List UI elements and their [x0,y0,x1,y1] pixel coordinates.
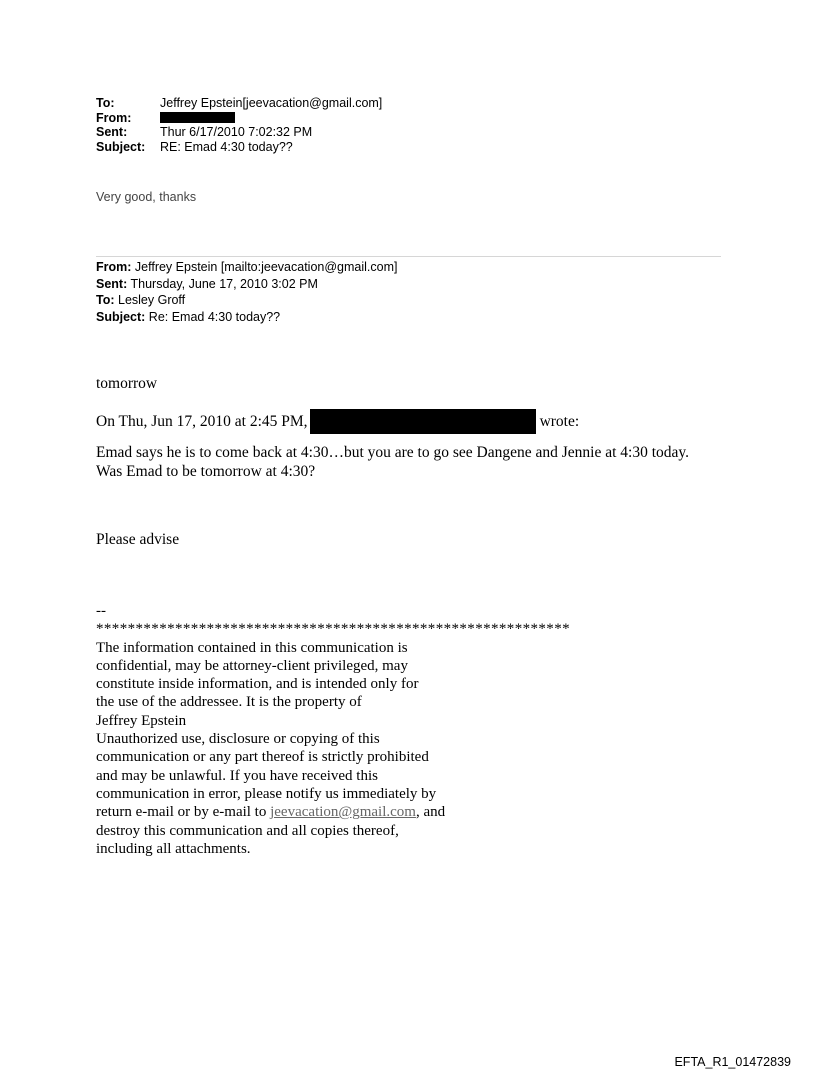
disclaimer-line: communication in error, please notify us immediately by [96,785,437,802]
disclaimer-line: and may be unlawful. If you have received this [96,767,378,784]
from-redaction [160,112,235,123]
quoted-to-label: To: [96,293,115,307]
email-link[interactable]: jeevacation@gmail.com [270,804,416,821]
quoted-subject-label: Subject: [96,309,146,324]
email-header [96,96,382,154]
subject-label: Subject: [96,139,146,154]
quoted-subject-value: Re: Emad 4:30 today?? [145,309,281,324]
disclaimer-block [96,602,576,858]
disclaimer-line: The information contained in this communication is [96,639,408,656]
to-row [96,96,382,111]
sig-dashes: -- [96,603,106,619]
sent-row [96,125,382,140]
emad-paragraph [96,443,736,481]
disclaimer-line: confidential, may be attorney-client privileged, may [96,657,408,674]
quoted-from-label: From: [96,260,132,274]
on-thu-suffix: wrote: [539,412,580,430]
quoted-from-value: Jeffrey Epstein [mailto:jeevacation@gmail.com] [131,260,398,274]
quoted-to-row [96,292,397,309]
divider [96,256,721,257]
subject-row [96,140,382,155]
emad-line-2: Was Emad to be tomorrow at 4:30? [96,463,316,480]
sender-redaction [310,409,536,434]
please-advise-text: Please advise [96,531,180,548]
emad-line-1: Emad says he is to come back at 4:30…but you are to go see Dangene and Jennie at 4:30 today. [96,444,689,461]
disclaimer-line-prefix: return e-mail or by e-mail to [96,804,271,821]
quoted-subject-row [96,309,397,326]
sent-value: Thur 6/17/2010 7:02:32 PM [160,125,313,139]
quoted-sent-value: Thursday, June 17, 2010 3:02 PM [127,276,318,291]
sig-stars: ************************************************************ [96,621,570,638]
on-thu-line [96,409,579,434]
from-label: From: [96,110,132,125]
document-id: EFTA_R1_01472839 [674,1055,791,1069]
quoted-header [96,259,397,325]
quoted-sent-label: Sent: [96,276,128,291]
reply-text: Very good, thanks [96,190,197,204]
tomorrow-text: tomorrow [96,375,158,392]
disclaimer-line: Unauthorized use, disclosure or copying of this [96,731,380,748]
disclaimer-line: the use of the addressee. It is the property of [96,694,362,711]
disclaimer-line: Jeffrey Epstein [96,712,187,729]
disclaimer-line [96,803,576,821]
from-row [96,111,382,126]
on-thu-prefix: On Thu, Jun 17, 2010 at 2:45 PM, [96,412,308,430]
quoted-from-row [96,259,397,276]
quoted-to-value: Lesley Groff [114,293,186,307]
quoted-sent-row [96,276,397,293]
to-label: To: [96,96,115,110]
sent-label: Sent: [96,125,128,139]
subject-value: RE: Emad 4:30 today?? [160,139,293,154]
disclaimer-line-suffix: , and [415,804,446,821]
disclaimer-line: destroy this communication and all copies thereof, [96,822,399,839]
disclaimer-line: constitute inside information, and is intended only for [96,676,419,693]
disclaimer-line: communication or any part thereof is strictly prohibited [96,749,429,766]
to-value: Jeffrey Epstein[jeevacation@gmail.com] [160,96,383,110]
disclaimer-line: including all attachments. [96,840,251,857]
